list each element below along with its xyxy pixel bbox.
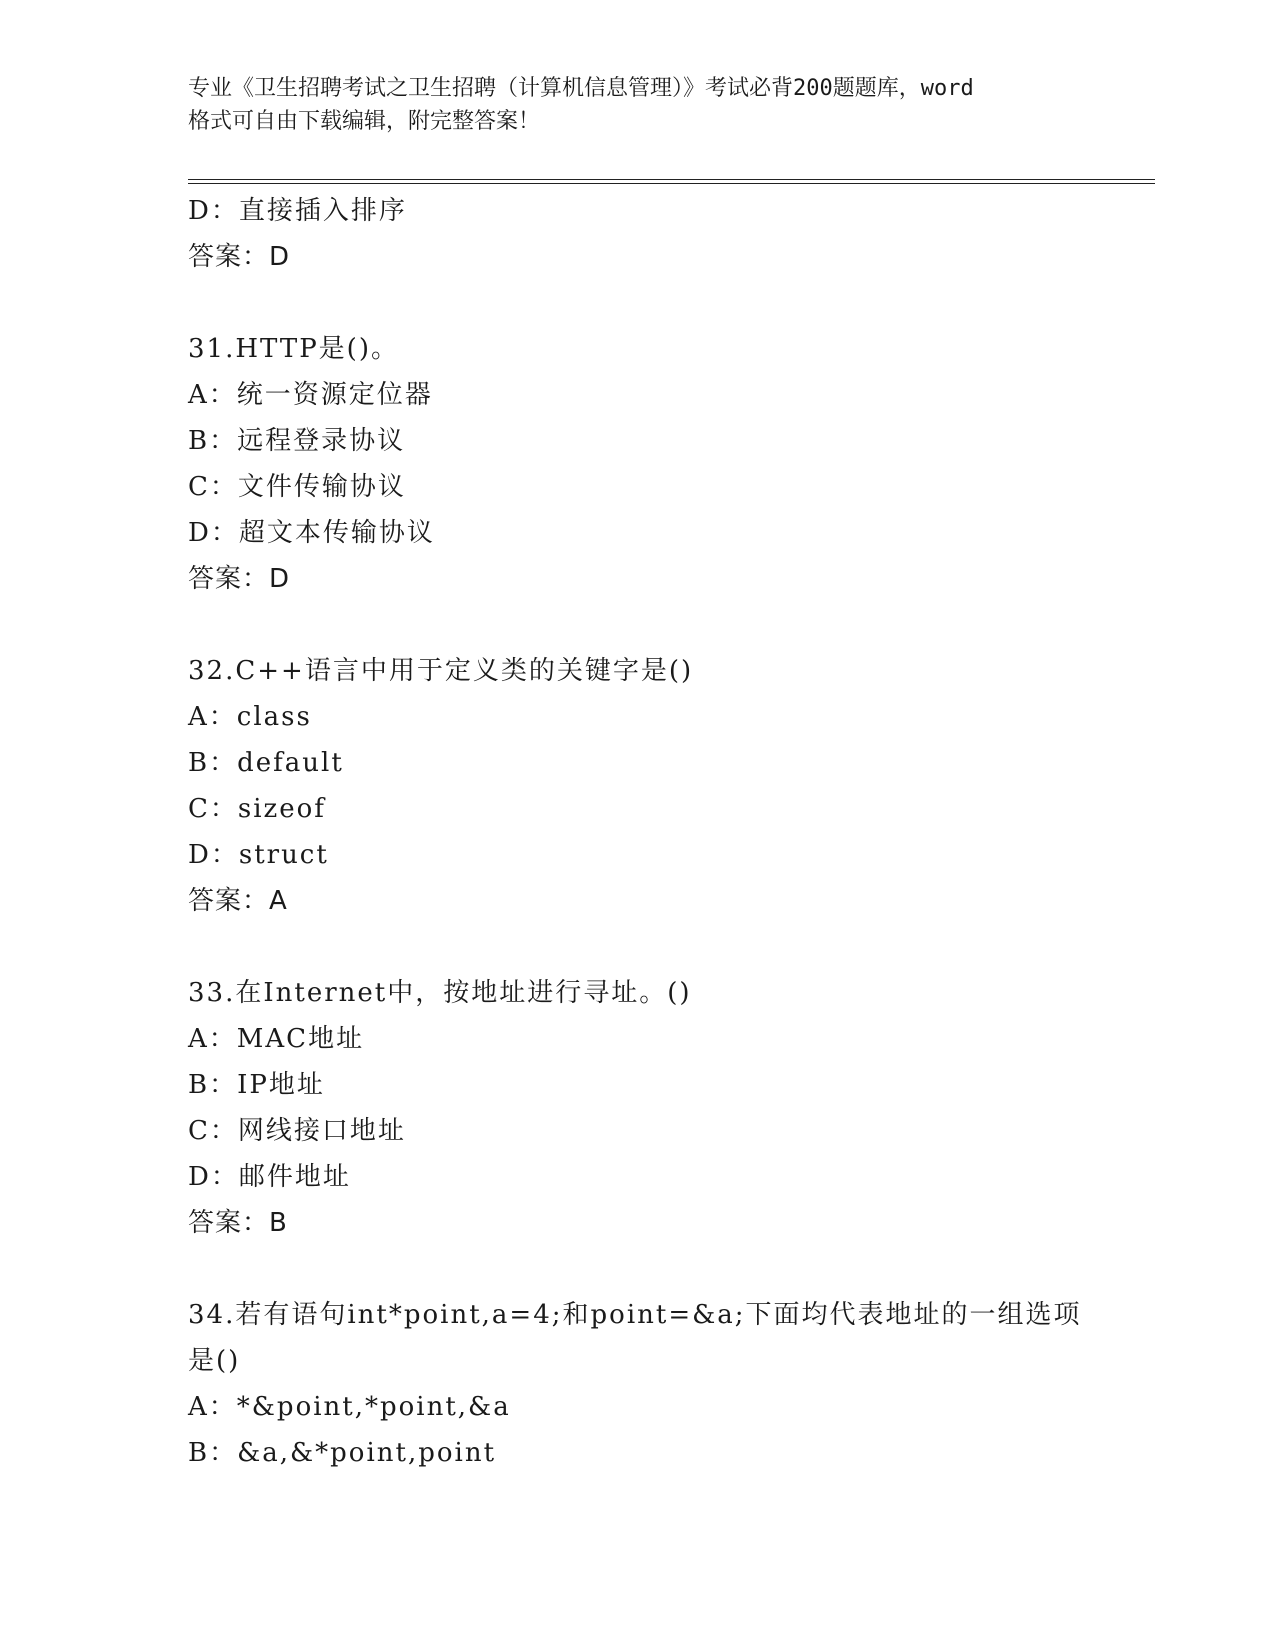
option-a: A：统一资源定位器 — [188, 380, 433, 410]
option-c: C：sizeof — [188, 794, 326, 824]
question-31 — [188, 326, 1155, 602]
question-stem: 31.HTTP是()。 — [188, 334, 399, 364]
option-b: B：&a,&*point,point — [188, 1438, 497, 1468]
option-d: D：超文本传输协议 — [188, 518, 435, 548]
spacer — [188, 280, 1155, 326]
question-stem-line-2: 是() — [188, 1346, 241, 1376]
question-stem: 32.C++语言中用于定义类的关键字是() — [188, 656, 694, 686]
option-b: B：default — [188, 748, 344, 778]
option-d: D：邮件地址 — [188, 1162, 351, 1192]
option-c: C：文件传输协议 — [188, 472, 406, 502]
header-divider-bottom — [188, 183, 1155, 184]
option-b: B：远程登录协议 — [188, 426, 406, 456]
header-divider-top — [188, 179, 1155, 180]
header-line-1: 专业《卫生招聘考试之卫生招聘（计算机信息管理）》考试必背200题题库，word — [188, 76, 974, 101]
document-header — [188, 72, 1088, 138]
question-list — [188, 188, 1155, 1476]
question-stem: 33.在Internet中，按地址进行寻址。() — [188, 978, 692, 1008]
question-32 — [188, 648, 1155, 924]
option-d: D：struct — [188, 840, 329, 870]
option-a: A：class — [188, 702, 312, 732]
option-a: A：MAC地址 — [188, 1024, 365, 1054]
spacer — [188, 602, 1155, 648]
spacer — [188, 924, 1155, 970]
question-34 — [188, 1292, 1155, 1476]
prev-answer: 答案：D — [188, 242, 291, 272]
answer: 答案：A — [188, 886, 288, 916]
option-b: B：IP地址 — [188, 1070, 325, 1100]
answer: 答案：D — [188, 564, 291, 594]
question-33 — [188, 970, 1155, 1246]
option-a: A：*&point,*point,&a — [188, 1392, 511, 1422]
prev-option-d: D：直接插入排序 — [188, 196, 407, 226]
spacer — [188, 1246, 1155, 1292]
option-c: C：网线接口地址 — [188, 1116, 406, 1146]
answer: 答案：B — [188, 1208, 288, 1238]
header-line-2: 格式可自由下载编辑，附完整答案！ — [188, 109, 541, 134]
question-stem-line-1: 34.若有语句int*point,a=4;和point=&a;下面均代表地址的一组选项 — [188, 1300, 1082, 1330]
